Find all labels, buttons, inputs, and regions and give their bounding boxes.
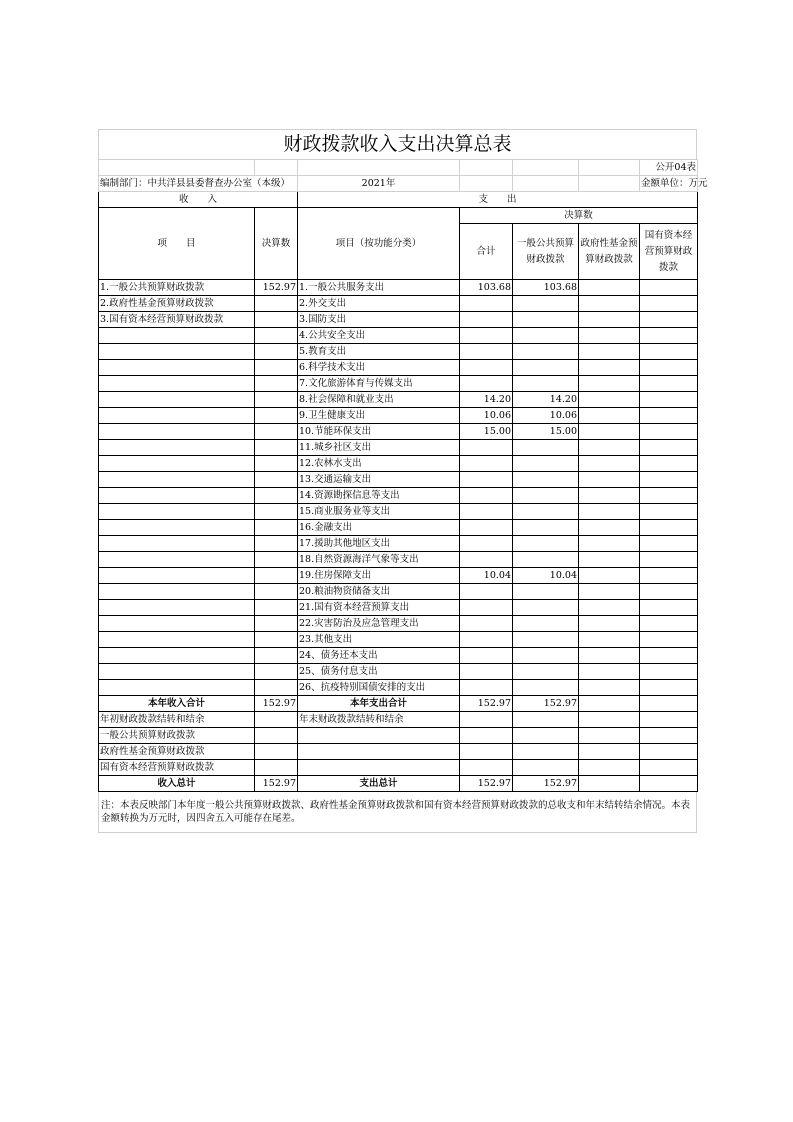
col-general-header: 一般公共预算财政拨款 <box>513 224 579 280</box>
expense-total-cell <box>460 584 513 600</box>
grand-exp-total: 152.97 <box>460 776 513 792</box>
table-row <box>99 520 698 536</box>
carry-income-item: 年初财政拨款结转和结余 <box>99 712 255 728</box>
expense-state-cell <box>640 376 698 392</box>
expense-general-cell <box>513 296 579 312</box>
income-item-cell <box>99 472 255 488</box>
expense-fund-cell <box>579 600 640 616</box>
expense-state-cell <box>640 488 698 504</box>
carry-expense-fund <box>579 744 640 760</box>
table-row <box>99 648 698 664</box>
table-row <box>99 344 698 360</box>
income-amount-cell <box>255 328 298 344</box>
expense-total-cell: 103.68 <box>460 280 513 296</box>
income-item-cell <box>99 648 255 664</box>
income-amount-cell <box>255 360 298 376</box>
expense-general-cell <box>513 520 579 536</box>
expense-general-cell: 10.06 <box>513 408 579 424</box>
expense-state-cell <box>640 424 698 440</box>
carry-income-item: 一般公共预算财政拨款 <box>99 728 255 744</box>
expense-state-cell <box>640 296 698 312</box>
col-fund-header: 政府性基金预算财政拨款 <box>579 224 640 280</box>
expense-state-cell <box>640 360 698 376</box>
income-item-cell <box>99 536 255 552</box>
expense-fund-cell <box>579 632 640 648</box>
income-item-cell <box>99 504 255 520</box>
carry-expense-state <box>640 760 698 776</box>
carry-income-item: 国有资本经营预算财政拨款 <box>99 760 255 776</box>
expense-total-cell <box>460 328 513 344</box>
table-row <box>99 456 698 472</box>
table-row <box>99 600 698 616</box>
expense-item-cell: 26、抗疫特别国债安排的支出 <box>298 680 460 696</box>
carry-rows <box>99 712 698 776</box>
col-amount-header: 决算数 <box>255 208 298 280</box>
col-func-item-header: 项目（按功能分类） <box>298 208 460 280</box>
expense-general-cell <box>513 488 579 504</box>
expense-state-cell <box>640 280 698 296</box>
expense-item-cell: 21.国有资本经营预算支出 <box>298 600 460 616</box>
expense-item-cell: 6.科学技术支出 <box>298 360 460 376</box>
expense-item-cell: 13.交通运输支出 <box>298 472 460 488</box>
income-item-cell <box>99 360 255 376</box>
table-row <box>99 472 698 488</box>
expense-state-cell <box>640 504 698 520</box>
expense-general-cell <box>513 376 579 392</box>
table-row <box>99 664 698 680</box>
expense-item-cell: 18.自然资源海洋气象等支出 <box>298 552 460 568</box>
income-item-cell: 1.一般公共预算财政拨款 <box>99 280 255 296</box>
expense-total-cell: 15.00 <box>460 424 513 440</box>
expense-general-cell <box>513 456 579 472</box>
expense-total-cell <box>460 296 513 312</box>
expense-item-cell: 4.公共安全支出 <box>298 328 460 344</box>
expense-general-cell <box>513 504 579 520</box>
income-amount-cell <box>255 344 298 360</box>
expense-total-cell <box>460 664 513 680</box>
table-row <box>99 328 698 344</box>
expense-total-cell <box>460 472 513 488</box>
expense-total-cell <box>460 440 513 456</box>
year-exp-total-label: 本年支出合计 <box>298 696 460 712</box>
expense-item-cell: 14.资源勘探信息等支出 <box>298 488 460 504</box>
expense-fund-cell <box>579 680 640 696</box>
income-amount-cell <box>255 472 298 488</box>
carry-expense-state <box>640 744 698 760</box>
statement-sheet <box>98 129 708 833</box>
year-income-total-label: 本年收入合计 <box>99 696 255 712</box>
header-row-1 <box>99 192 698 208</box>
income-amount-cell <box>255 632 298 648</box>
col-item-header: 项 目 <box>99 208 255 280</box>
carry-income-amount <box>255 712 298 728</box>
carry-expense-item <box>298 760 460 776</box>
form-id: 公开04表 <box>640 160 698 176</box>
expense-fund-cell <box>579 488 640 504</box>
income-amount-cell <box>255 648 298 664</box>
expense-item-cell: 19.住房保障支出 <box>298 568 460 584</box>
carry-expense-total <box>460 760 513 776</box>
income-amount-cell <box>255 536 298 552</box>
expense-general-cell <box>513 632 579 648</box>
expense-state-cell <box>640 632 698 648</box>
unit-label: 金额单位：万元 <box>640 176 698 192</box>
carry-income-amount <box>255 760 298 776</box>
income-amount-cell <box>255 376 298 392</box>
expense-item-cell: 9.卫生健康支出 <box>298 408 460 424</box>
carry-row <box>99 760 698 776</box>
income-item-cell <box>99 616 255 632</box>
income-item-cell <box>99 568 255 584</box>
income-item-cell <box>99 600 255 616</box>
expense-general-cell <box>513 344 579 360</box>
income-item-cell <box>99 552 255 568</box>
expense-general-cell: 14.20 <box>513 392 579 408</box>
income-amount-cell <box>255 392 298 408</box>
expense-total-cell <box>460 648 513 664</box>
grand-total-row <box>99 776 698 792</box>
expense-state-cell <box>640 536 698 552</box>
expense-item-cell: 24、债务还本支出 <box>298 648 460 664</box>
expense-fund-cell <box>579 616 640 632</box>
col-state-header: 国有资本经营预算财政拨款 <box>640 224 698 280</box>
expense-item-cell: 17.援助其他地区支出 <box>298 536 460 552</box>
expense-fund-cell <box>579 536 640 552</box>
expense-item-cell: 2.外交支出 <box>298 296 460 312</box>
expense-item-cell: 23.其他支出 <box>298 632 460 648</box>
expense-total-cell <box>460 312 513 328</box>
expense-total-cell <box>460 552 513 568</box>
expense-total-cell <box>460 600 513 616</box>
expense-total-cell <box>460 344 513 360</box>
carry-expense-item <box>298 728 460 744</box>
income-amount-cell <box>255 664 298 680</box>
table-row <box>99 376 698 392</box>
expense-total-cell <box>460 536 513 552</box>
expense-item-cell: 15.商业服务业等支出 <box>298 504 460 520</box>
expense-item-cell: 1.一般公共服务支出 <box>298 280 460 296</box>
expense-total-cell: 14.20 <box>460 392 513 408</box>
expense-total-cell <box>460 376 513 392</box>
expense-general-cell <box>513 664 579 680</box>
table-row <box>99 392 698 408</box>
expense-state-cell <box>640 600 698 616</box>
expense-item-cell: 22.灾害防治及应急管理支出 <box>298 616 460 632</box>
year-exp-general: 152.97 <box>513 696 579 712</box>
carry-row <box>99 728 698 744</box>
expense-total-cell: 10.04 <box>460 568 513 584</box>
expense-state-cell <box>640 520 698 536</box>
expense-fund-cell <box>579 392 640 408</box>
expense-general-cell: 103.68 <box>513 280 579 296</box>
table-row <box>99 680 698 696</box>
carry-expense-fund <box>579 728 640 744</box>
year-exp-total: 152.97 <box>460 696 513 712</box>
table-row <box>99 296 698 312</box>
expense-state-cell <box>640 616 698 632</box>
year-income-total-amount: 152.97 <box>255 696 298 712</box>
grand-income-total-label: 收入总计 <box>99 776 255 792</box>
carry-expense-general <box>513 712 579 728</box>
budget-table <box>98 159 708 792</box>
expense-header: 支 出 <box>298 192 698 208</box>
carry-income-item: 政府性基金预算财政拨款 <box>99 744 255 760</box>
income-item-cell <box>99 376 255 392</box>
header-row-2 <box>99 208 698 224</box>
income-amount-cell <box>255 584 298 600</box>
expense-total-cell <box>460 616 513 632</box>
table-row <box>99 632 698 648</box>
income-amount-cell <box>255 312 298 328</box>
expense-item-cell: 11.城乡社区支出 <box>298 440 460 456</box>
income-amount-cell <box>255 424 298 440</box>
expense-general-cell <box>513 472 579 488</box>
expense-fund-cell <box>579 328 640 344</box>
expense-fund-cell <box>579 296 640 312</box>
carry-expense-total <box>460 712 513 728</box>
carry-expense-item <box>298 744 460 760</box>
income-item-cell <box>99 664 255 680</box>
expense-general-cell <box>513 328 579 344</box>
expense-item-cell: 25、债务付息支出 <box>298 664 460 680</box>
income-item-cell <box>99 488 255 504</box>
expense-fund-cell <box>579 408 640 424</box>
carry-expense-general <box>513 728 579 744</box>
expense-fund-cell <box>579 344 640 360</box>
income-item-cell <box>99 584 255 600</box>
expense-state-cell <box>640 440 698 456</box>
income-item-cell: 3.国有资本经营预算财政拨款 <box>99 312 255 328</box>
income-amount-cell <box>255 504 298 520</box>
grand-exp-total-label: 支出总计 <box>298 776 460 792</box>
income-amount-cell <box>255 616 298 632</box>
carry-expense-general <box>513 744 579 760</box>
carry-expense-total <box>460 728 513 744</box>
income-amount-cell <box>255 456 298 472</box>
income-amount-cell <box>255 600 298 616</box>
expense-fund-cell <box>579 312 640 328</box>
expense-fund-cell <box>579 424 640 440</box>
expense-fund-cell <box>579 504 640 520</box>
expense-general-cell <box>513 536 579 552</box>
table-row <box>99 424 698 440</box>
table-row <box>99 440 698 456</box>
income-item-cell <box>99 632 255 648</box>
expense-general-cell <box>513 600 579 616</box>
expense-state-cell <box>640 312 698 328</box>
table-row <box>99 536 698 552</box>
income-item-cell <box>99 424 255 440</box>
form-id-row <box>99 160 698 176</box>
carry-income-amount <box>255 728 298 744</box>
expense-state-cell <box>640 648 698 664</box>
expense-state-cell <box>640 392 698 408</box>
carry-row <box>99 744 698 760</box>
expense-fund-cell <box>579 360 640 376</box>
expense-fund-cell <box>579 472 640 488</box>
expense-general-cell <box>513 680 579 696</box>
carry-expense-fund <box>579 712 640 728</box>
expense-fund-cell <box>579 376 640 392</box>
expense-item-cell: 16.金融支出 <box>298 520 460 536</box>
income-amount-cell: 152.97 <box>255 280 298 296</box>
expense-state-cell <box>640 328 698 344</box>
meta-row <box>99 176 698 192</box>
table-row <box>99 504 698 520</box>
year-total-row <box>99 696 698 712</box>
expense-state-cell <box>640 584 698 600</box>
income-amount-cell <box>255 520 298 536</box>
expense-fund-cell <box>579 648 640 664</box>
expense-item-cell: 3.国防支出 <box>298 312 460 328</box>
grand-exp-general: 152.97 <box>513 776 579 792</box>
detail-rows <box>99 280 698 696</box>
expense-general-cell <box>513 440 579 456</box>
expense-state-cell <box>640 344 698 360</box>
income-item-cell <box>99 344 255 360</box>
expense-item-cell: 7.文化旅游体育与传媒支出 <box>298 376 460 392</box>
carry-expense-total <box>460 744 513 760</box>
expense-state-cell <box>640 568 698 584</box>
expense-state-cell <box>640 664 698 680</box>
expense-total-cell <box>460 520 513 536</box>
table-row <box>99 616 698 632</box>
expense-total-cell <box>460 456 513 472</box>
expense-fund-cell <box>579 664 640 680</box>
income-item-cell <box>99 392 255 408</box>
table-row <box>99 552 698 568</box>
income-amount-cell <box>255 440 298 456</box>
income-amount-cell <box>255 680 298 696</box>
expense-general-cell <box>513 648 579 664</box>
table-row <box>99 568 698 584</box>
income-header: 收 入 <box>99 192 298 208</box>
grand-income-total-amount: 152.97 <box>255 776 298 792</box>
expense-state-cell <box>640 472 698 488</box>
expense-general-cell <box>513 360 579 376</box>
carry-expense-state <box>640 712 698 728</box>
expense-fund-cell <box>579 280 640 296</box>
expense-item-cell: 8.社会保障和就业支出 <box>298 392 460 408</box>
col-total-header: 合计 <box>460 224 513 280</box>
expense-fund-cell <box>579 584 640 600</box>
expense-fund-cell <box>579 520 640 536</box>
expense-fund-cell <box>579 440 640 456</box>
income-amount-cell <box>255 296 298 312</box>
table-row <box>99 360 698 376</box>
carry-expense-general <box>513 760 579 776</box>
expense-item-cell: 5.教育支出 <box>298 344 460 360</box>
page-title: 财政拨款收入支出决算总表 <box>98 129 697 159</box>
carry-row <box>99 712 698 728</box>
expense-total-cell <box>460 680 513 696</box>
carry-expense-state <box>640 728 698 744</box>
income-amount-cell <box>255 488 298 504</box>
carry-income-amount <box>255 744 298 760</box>
expense-total-cell <box>460 632 513 648</box>
expense-total-cell <box>460 360 513 376</box>
table-row <box>99 408 698 424</box>
carry-expense-item: 年末财政拨款结转和结余 <box>298 712 460 728</box>
income-item-cell <box>99 408 255 424</box>
income-amount-cell <box>255 568 298 584</box>
dept-label: 编制部门：中共洋县县委督查办公室（本级） <box>99 176 298 192</box>
expense-total-cell <box>460 504 513 520</box>
table-row <box>99 280 698 296</box>
expense-general-cell: 10.04 <box>513 568 579 584</box>
budget-total-header: 决算数 <box>460 208 698 224</box>
expense-general-cell <box>513 616 579 632</box>
income-item-cell <box>99 456 255 472</box>
expense-state-cell <box>640 408 698 424</box>
expense-total-cell: 10.06 <box>460 408 513 424</box>
income-item-cell <box>99 680 255 696</box>
income-amount-cell <box>255 552 298 568</box>
expense-item-cell: 20.粮油物资储备支出 <box>298 584 460 600</box>
expense-general-cell <box>513 312 579 328</box>
expense-fund-cell <box>579 568 640 584</box>
income-item-cell <box>99 440 255 456</box>
expense-state-cell <box>640 680 698 696</box>
year-label: 2021年 <box>298 176 460 192</box>
table-row <box>99 312 698 328</box>
income-item-cell: 2.政府性基金预算财政拨款 <box>99 296 255 312</box>
expense-item-cell: 12.农林水支出 <box>298 456 460 472</box>
table-row <box>99 488 698 504</box>
income-item-cell <box>99 328 255 344</box>
expense-state-cell <box>640 456 698 472</box>
footnote: 注：本表反映部门本年度一般公共预算财政拨款、政府性基金预算财政拨款和国有资本经营预算财政拨款的总收支和年末结转结余情况。本表金额转换为万元时，因四舍五入可能存在尾差。 <box>98 792 697 833</box>
expense-item-cell: 10.节能环保支出 <box>298 424 460 440</box>
expense-general-cell <box>513 584 579 600</box>
expense-total-cell <box>460 488 513 504</box>
income-amount-cell <box>255 408 298 424</box>
expense-general-cell <box>513 552 579 568</box>
expense-state-cell <box>640 552 698 568</box>
expense-fund-cell <box>579 456 640 472</box>
income-item-cell <box>99 520 255 536</box>
expense-general-cell: 15.00 <box>513 424 579 440</box>
table-row <box>99 584 698 600</box>
expense-fund-cell <box>579 552 640 568</box>
carry-expense-fund <box>579 760 640 776</box>
